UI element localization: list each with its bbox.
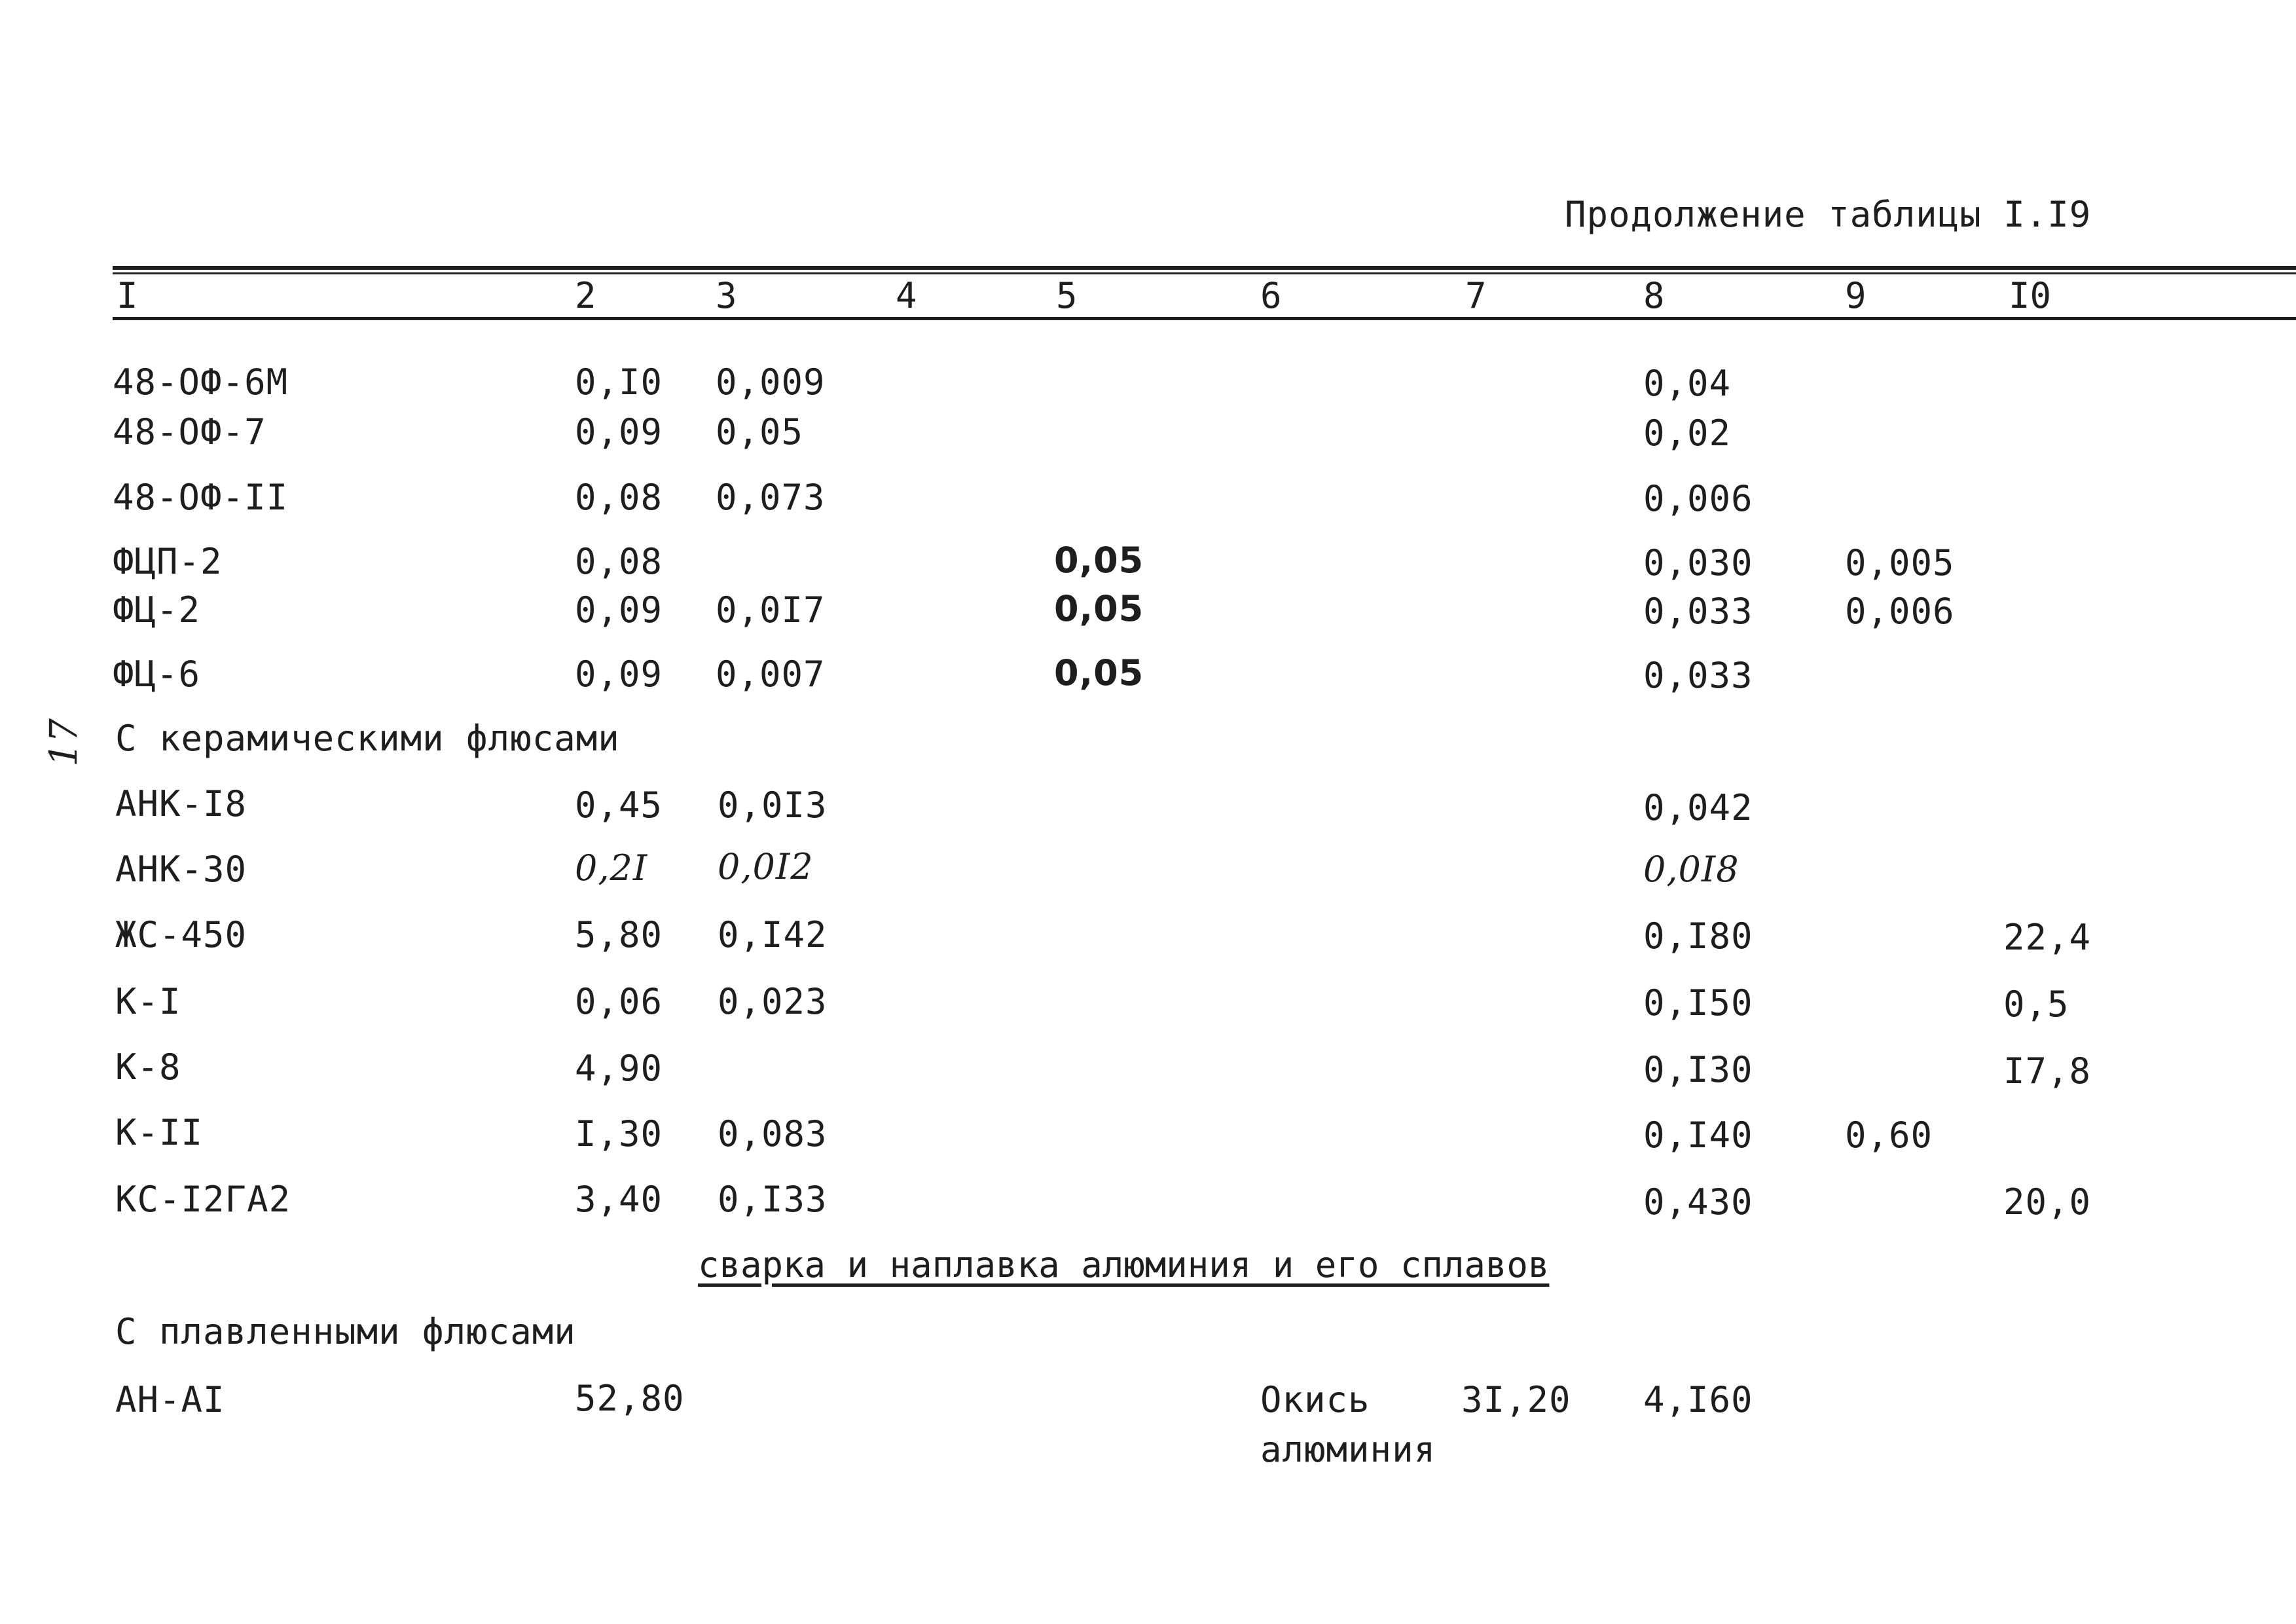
- cell-col8: 0,030: [1643, 542, 1753, 583]
- cell-col3: 0,0I2: [718, 846, 814, 887]
- group-heading-fused: С плавленными флюсами: [115, 1311, 576, 1352]
- column-header-1: I: [117, 275, 138, 316]
- cell-col9: 0,60: [1845, 1115, 1933, 1156]
- cell-col2: 0,09: [575, 654, 663, 695]
- cell-col2: 0,2I: [575, 847, 648, 889]
- row-name: 48-ОФ-6М: [113, 361, 289, 403]
- row-name: 48-ОФ-7: [113, 411, 266, 452]
- cell-col7: 3I,20: [1461, 1379, 1571, 1420]
- cell-col8: 0,430: [1643, 1181, 1753, 1223]
- cell-col8: 0,I80: [1643, 915, 1753, 957]
- cell-col5: 0,05: [1054, 588, 1144, 629]
- cell-col8: 0,I30: [1643, 1049, 1753, 1090]
- cell-col8: 0,033: [1643, 591, 1753, 632]
- row-name: АН-АI: [115, 1379, 225, 1420]
- cell-col10: 20,0: [2003, 1181, 2092, 1223]
- column-header-7: 7: [1465, 275, 1487, 316]
- row-name: К-II: [115, 1112, 204, 1153]
- cell-col8: 0,033: [1643, 655, 1753, 696]
- cell-col3: 0,007: [716, 654, 826, 695]
- cell-col10: 22,4: [2003, 917, 2092, 958]
- row-name: ФЦ-6: [113, 654, 201, 695]
- cell-col2: 3,40: [575, 1179, 663, 1220]
- row-name: К-I: [115, 981, 181, 1022]
- row-name: КС-I2ГА2: [115, 1179, 291, 1220]
- header-bottom-rule: [113, 317, 2296, 320]
- cell-col9: 0,005: [1845, 542, 1955, 583]
- cell-col2: 0,45: [575, 784, 663, 826]
- cell-col3: 0,0I7: [716, 589, 826, 631]
- cell-col8: 0,0I8: [1643, 849, 1740, 890]
- cell-col8: 0,I50: [1643, 982, 1753, 1024]
- column-header-5: 5: [1056, 275, 1078, 316]
- cell-col2: 4,90: [575, 1048, 663, 1089]
- cell-col5: 0,05: [1054, 652, 1144, 693]
- group-heading-ceramic: С керамическими флюсами: [115, 718, 620, 759]
- row-name: ФЦП-2: [113, 541, 223, 582]
- cell-col3: 0,073: [716, 477, 826, 518]
- cell-col3: 0,I33: [718, 1179, 828, 1220]
- cell-col3: 0,083: [718, 1113, 828, 1154]
- cell-col3: 0,009: [716, 361, 826, 403]
- row-name: 48-ОФ-II: [113, 477, 289, 518]
- cell-col2: 0,08: [575, 541, 663, 582]
- row-name: АНК-I8: [115, 783, 247, 824]
- cell-col10: I7,8: [2003, 1050, 2092, 1092]
- cell-col6-line2: алюминия: [1260, 1429, 1436, 1470]
- column-header-8: 8: [1643, 275, 1665, 316]
- cell-col6-line1: Окись: [1260, 1379, 1370, 1420]
- cell-col2: 0,I0: [575, 361, 663, 403]
- cell-col2: 0,09: [575, 411, 663, 452]
- cell-col2: 52,80: [575, 1378, 685, 1419]
- section-title-aluminum: сварка и наплавка алюминия и его сплавов: [698, 1244, 1550, 1285]
- cell-col10: 0,5: [2003, 984, 2069, 1025]
- column-header-10: I0: [2009, 275, 2052, 316]
- cell-col3: 0,023: [718, 981, 828, 1022]
- column-header-9: 9: [1845, 275, 1867, 316]
- column-header-4: 4: [896, 275, 917, 316]
- cell-col8: 0,042: [1643, 787, 1753, 828]
- cell-col9: 0,006: [1845, 591, 1955, 632]
- row-name: К-8: [115, 1046, 181, 1088]
- cell-col8: 0,02: [1643, 413, 1732, 454]
- table-caption: Продолжение таблицы I.I9: [1565, 194, 2092, 235]
- row-name: ЖС-450: [115, 914, 247, 955]
- row-name: ФЦ-2: [113, 589, 201, 631]
- cell-col5: 0,05: [1054, 540, 1144, 581]
- table-top-rule-inner: [113, 272, 2296, 274]
- cell-col2: I,30: [575, 1113, 663, 1154]
- cell-col2: 5,80: [575, 914, 663, 955]
- row-name: АНК-30: [115, 849, 247, 890]
- cell-col8: 4,I60: [1643, 1379, 1753, 1420]
- cell-col8: 0,04: [1643, 363, 1732, 404]
- margin-page-number: 17: [41, 718, 86, 767]
- cell-col3: 0,0I3: [718, 784, 828, 826]
- cell-col2: 0,09: [575, 589, 663, 631]
- cell-col2: 0,06: [575, 981, 663, 1022]
- cell-col3: 0,I42: [718, 914, 828, 955]
- column-header-3: 3: [716, 275, 737, 316]
- cell-col8: 0,006: [1643, 478, 1753, 519]
- column-header-6: 6: [1260, 275, 1282, 316]
- cell-col2: 0,08: [575, 477, 663, 518]
- cell-col8: 0,I40: [1643, 1115, 1753, 1156]
- table-top-rule: [113, 266, 2296, 270]
- column-header-2: 2: [575, 275, 596, 316]
- cell-col3: 0,05: [716, 411, 804, 452]
